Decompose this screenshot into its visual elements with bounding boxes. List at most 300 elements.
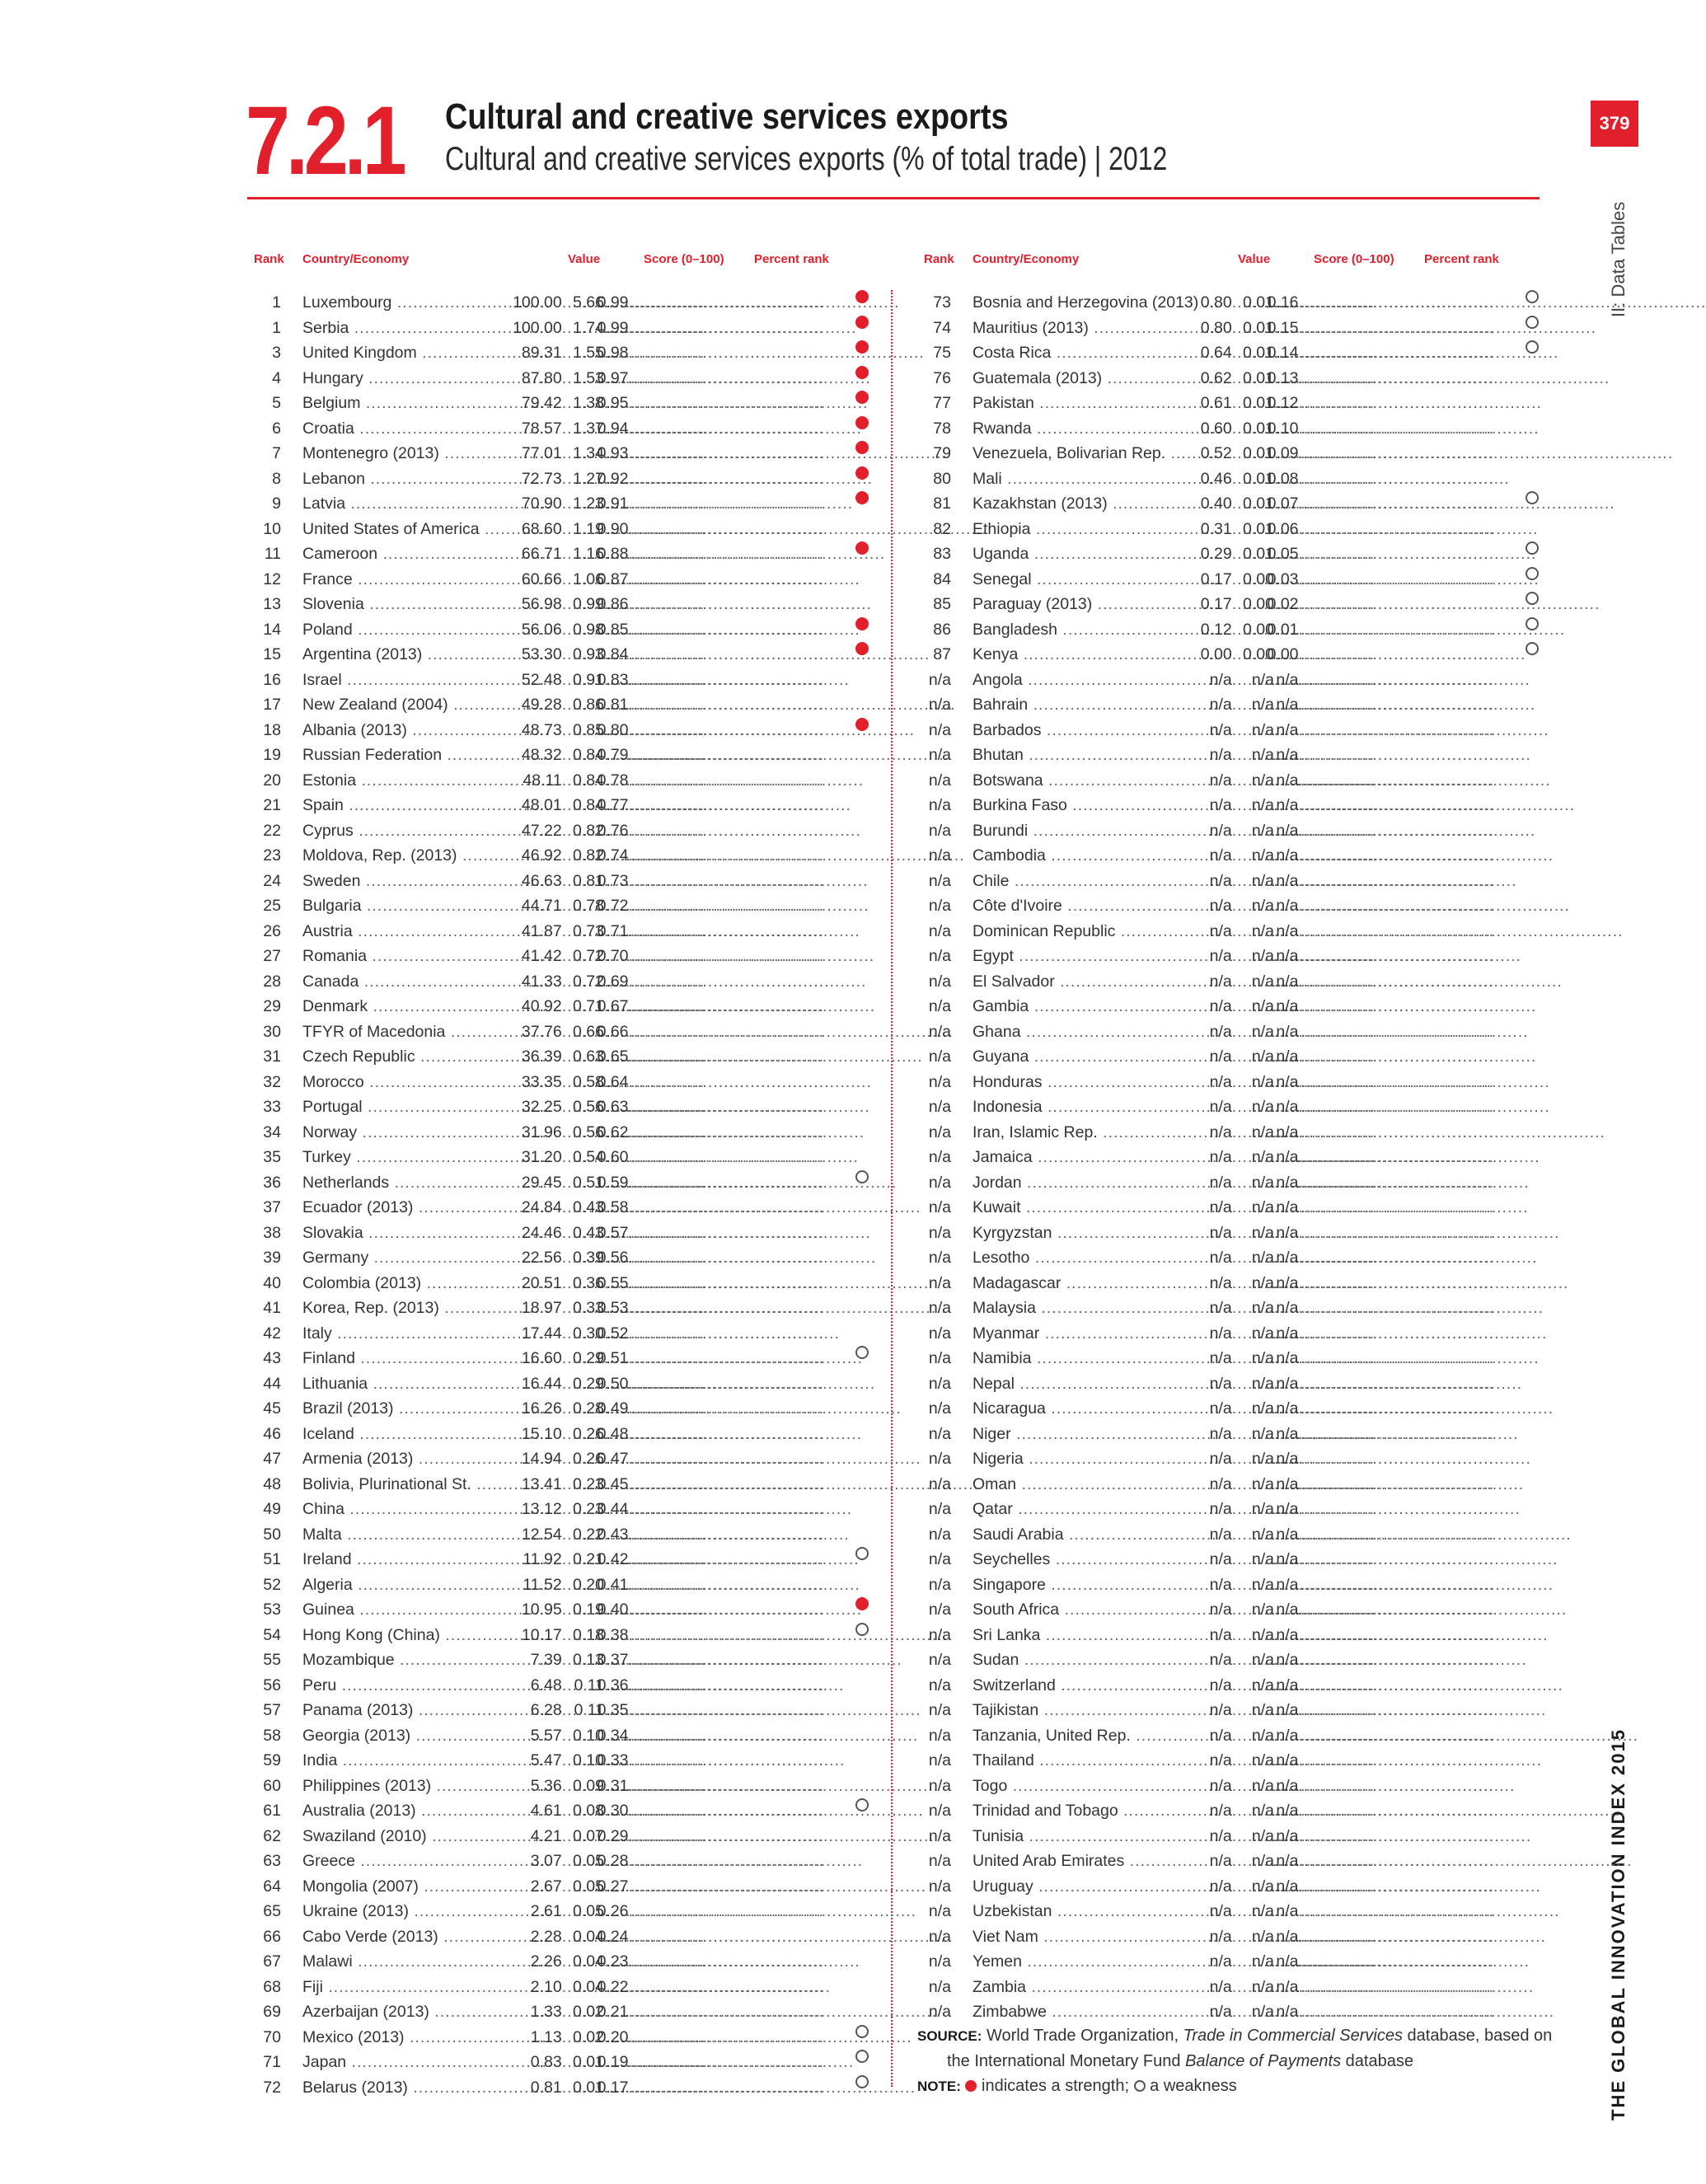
value-cell: n/a [1220, 1371, 1274, 1396]
strength-dot-icon [855, 466, 869, 480]
score-cell: ..... n/a [1272, 743, 1375, 767]
marker-empty [1521, 1396, 1545, 1421]
rank-cell: 74 [933, 318, 951, 337]
table-row [921, 969, 1548, 995]
strength-marker [851, 441, 875, 466]
score-cell: ..... 41.42 [602, 944, 705, 968]
rank-cell: n/a [928, 1575, 951, 1594]
score-cell: ..... 15.10 [602, 1422, 705, 1446]
country-cell: Canada ..... [302, 969, 568, 994]
score-cell: ..... n/a [1272, 1572, 1375, 1597]
percent-rank-cell: ..... 0.47 [705, 1446, 824, 1471]
value-cell: 0.26 [550, 1446, 604, 1471]
rank-cell: 52 [263, 1575, 281, 1594]
percent-rank-cell: ..... n/a [1375, 1572, 1494, 1597]
value-cell: 0.29 [550, 1346, 604, 1371]
value-cell: 0.36 [550, 1271, 604, 1296]
rank-cell: n/a [928, 1625, 951, 1644]
country-cell: Indonesia ..... [973, 1094, 1238, 1119]
table-row [921, 1723, 1548, 1749]
value-cell: 0.23 [550, 1472, 604, 1497]
percent-rank-cell: ..... n/a [1375, 1597, 1494, 1622]
country-cell: Peru ..... [302, 1673, 568, 1698]
marker-empty [851, 1070, 875, 1094]
header-percent-rank: Percent rank [1424, 252, 1499, 266]
percent-rank-cell: ..... 0.71 [705, 919, 824, 944]
legend-note [917, 2074, 1237, 2099]
rank-cell: n/a [928, 670, 951, 689]
value-cell: 0.43 [550, 1195, 604, 1220]
country-cell: Ecuador (2013) ..... [302, 1195, 568, 1220]
score-cell: ..... 0.62 [1272, 366, 1375, 391]
percent-rank-cell: ..... 0.91 [705, 491, 824, 516]
strength-marker [851, 491, 875, 516]
percent-rank-cell: ..... 0.06 [1375, 517, 1494, 541]
country-cell: Mongolia (2007) ..... [302, 1874, 568, 1899]
score-cell: ..... n/a [1272, 1899, 1375, 1924]
rank-cell: 76 [933, 368, 951, 387]
title-rule [247, 197, 1540, 199]
table-row [921, 818, 1548, 844]
percent-rank-cell: ..... 0.59 [705, 1170, 824, 1195]
table-row [921, 692, 1548, 718]
percent-rank-cell: ..... 0.73 [705, 869, 824, 893]
percent-rank-cell: ..... n/a [1375, 692, 1494, 717]
rank-cell: 70 [263, 2027, 281, 2046]
score-cell: ..... 0.17 [1272, 592, 1375, 616]
value-cell: 0.22 [550, 1522, 604, 1547]
rank-cell: n/a [928, 1072, 951, 1091]
marker-empty [851, 1245, 875, 1270]
country-cell: Swaziland (2010) ..... [302, 1824, 568, 1849]
rank-cell: 44 [263, 1374, 281, 1393]
country-cell: Portugal ..... [302, 1094, 568, 1119]
note-strength: indicates a strength; [982, 2077, 1130, 2095]
rank-cell: 28 [263, 972, 281, 991]
score-cell: ..... n/a [1272, 718, 1375, 743]
value-cell: n/a [1220, 1145, 1274, 1169]
value-cell: 0.01 [1220, 366, 1274, 391]
country-cell: Panama (2013) ..... [302, 1698, 568, 1722]
table-row [921, 592, 1548, 617]
percent-rank-cell: ..... 0.44 [705, 1497, 824, 1521]
table-row [251, 793, 878, 818]
marker-empty [851, 1647, 875, 1672]
table-row [251, 290, 878, 316]
value-cell: n/a [1220, 1170, 1274, 1195]
value-cell: 0.05 [550, 1899, 604, 1924]
score-cell: ..... 0.29 [1272, 541, 1375, 566]
percent-rank-cell: ..... n/a [1375, 944, 1494, 968]
percent-rank-cell: ..... n/a [1375, 1999, 1494, 2024]
table-row [251, 1647, 878, 1673]
score-cell: ..... 66.71 [602, 541, 705, 566]
percent-rank-cell: ..... 0.98 [705, 340, 824, 365]
marker-empty [851, 1572, 875, 1597]
rank-cell: n/a [928, 1299, 951, 1317]
percent-rank-cell: ..... 0.29 [705, 1824, 824, 1849]
percent-rank-cell: ..... n/a [1375, 919, 1494, 944]
table-row [921, 567, 1548, 593]
country-cell: Fiji ..... [302, 1975, 568, 1999]
country-cell: Japan ..... [302, 2050, 568, 2074]
marker-empty [1521, 416, 1545, 441]
value-cell: 0.78 [550, 893, 604, 918]
value-cell: n/a [1220, 869, 1274, 893]
marker-empty [1521, 1547, 1545, 1572]
marker-empty [1521, 1094, 1545, 1119]
percent-rank-cell: ..... 0.51 [705, 1346, 824, 1371]
weakness-circle-icon [1526, 541, 1539, 555]
rank-cell: 82 [933, 519, 951, 538]
table-row [251, 441, 878, 466]
score-cell: ..... 0.81 [602, 2075, 705, 2100]
country-cell: Slovakia ..... [302, 1221, 568, 1245]
marker-empty [1521, 1723, 1545, 1748]
percent-rank-cell: ..... 0.33 [705, 1748, 824, 1773]
percent-rank-cell: ..... n/a [1375, 743, 1494, 767]
marker-empty [851, 1698, 875, 1722]
strength-dot-icon [855, 718, 869, 731]
value-cell: n/a [1220, 1396, 1274, 1421]
country-cell: Australia (2013) ..... [302, 1798, 568, 1823]
table-row [251, 692, 878, 718]
rank-cell: 61 [263, 1802, 281, 1820]
rank-cell: n/a [928, 1701, 951, 1719]
percent-rank-cell: ..... n/a [1375, 1371, 1494, 1396]
percent-rank-cell: ..... 0.27 [705, 1874, 824, 1899]
score-cell: ..... n/a [1272, 944, 1375, 968]
table-row [921, 1849, 1548, 1874]
table-row [921, 1975, 1548, 2000]
score-cell: ..... 24.84 [602, 1195, 705, 1220]
source-text-3: the International Monetary Fund [947, 2052, 1181, 2070]
value-cell: n/a [1220, 1597, 1274, 1622]
country-cell: Bahrain ..... [973, 692, 1238, 717]
value-cell: n/a [1220, 1999, 1274, 2024]
score-cell: ..... 13.12 [602, 1497, 705, 1521]
table-row [921, 768, 1548, 794]
country-cell: Jamaica ..... [973, 1145, 1238, 1169]
score-cell: ..... 18.97 [602, 1296, 705, 1320]
score-cell: ..... 7.39 [602, 1647, 705, 1672]
value-cell: n/a [1220, 1824, 1274, 1849]
weakness-circle-icon [1526, 340, 1539, 354]
country-cell: Greece ..... [302, 1849, 568, 1873]
strength-dot-icon [855, 642, 869, 655]
score-cell: ..... 0.52 [1272, 441, 1375, 466]
marker-empty [851, 1497, 875, 1521]
country-cell: Oman ..... [973, 1472, 1238, 1497]
rank-cell: 79 [933, 444, 951, 462]
score-cell: ..... 37.76 [602, 1019, 705, 1044]
rank-cell: n/a [928, 1525, 951, 1544]
marker-empty [1521, 1245, 1545, 1270]
marker-empty [1521, 1924, 1545, 1949]
table-row [251, 1698, 878, 1723]
rank-cell: n/a [928, 1450, 951, 1468]
country-cell: Thailand ..... [973, 1748, 1238, 1773]
marker-empty [1521, 818, 1545, 843]
marker-empty [851, 592, 875, 616]
value-cell: n/a [1220, 818, 1274, 843]
table-row [251, 1446, 878, 1472]
score-cell: ..... 68.60 [602, 517, 705, 541]
table-row [921, 541, 1548, 567]
table-row [921, 743, 1548, 768]
country-cell: Russian Federation ..... [302, 743, 568, 767]
value-cell: 0.10 [550, 1748, 604, 1773]
score-cell: ..... 2.26 [602, 1949, 705, 1974]
rank-cell: 56 [263, 1675, 281, 1694]
percent-rank-cell: ..... 0.13 [1375, 366, 1494, 391]
score-cell: ..... 17.44 [602, 1321, 705, 1346]
country-cell: United States of America ..... [302, 517, 568, 541]
rank-cell: n/a [928, 720, 951, 739]
country-cell: Mauritius (2013) ..... [973, 316, 1238, 340]
value-cell: 0.39 [550, 1245, 604, 1270]
country-cell: Yemen ..... [973, 1949, 1238, 1974]
score-cell: ..... 5.36 [602, 1774, 705, 1798]
marker-empty [851, 1271, 875, 1296]
score-cell: ..... 100.00 [602, 316, 705, 340]
percent-rank-cell: ..... 0.56 [705, 1245, 824, 1270]
country-cell: Rwanda ..... [973, 416, 1238, 441]
score-cell: ..... 16.60 [602, 1346, 705, 1371]
rank-cell: n/a [928, 1877, 951, 1896]
marker-empty [851, 1874, 875, 1899]
score-cell: ..... 47.22 [602, 818, 705, 843]
marker-empty [1521, 994, 1545, 1019]
percent-rank-cell: ..... 0.26 [705, 1899, 824, 1924]
header-value: Value [568, 252, 601, 266]
country-cell: Côte d'Ivoire ..... [973, 893, 1238, 918]
marker-empty [1521, 517, 1545, 541]
value-cell: 0.01 [550, 2050, 604, 2074]
value-cell: 0.98 [550, 617, 604, 642]
strength-dot-icon [965, 2080, 977, 2092]
marker-empty [1521, 944, 1545, 968]
country-cell: Moldova, Rep. (2013) ..... [302, 843, 568, 868]
percent-rank-cell: ..... n/a [1375, 793, 1494, 818]
marker-empty [1521, 1145, 1545, 1169]
value-cell: 0.56 [550, 1120, 604, 1145]
table-row [921, 1824, 1548, 1849]
marker-empty [851, 944, 875, 968]
country-cell: United Kingdom ..... [302, 340, 568, 365]
country-cell: Bulgaria ..... [302, 893, 568, 918]
percent-rank-cell: ..... 0.28 [705, 1849, 824, 1873]
percent-rank-cell: ..... n/a [1375, 1899, 1494, 1924]
weakness-circle-icon [855, 1547, 869, 1560]
rank-cell: 23 [263, 846, 281, 865]
score-cell: ..... 60.66 [602, 567, 705, 592]
rank-cell: n/a [928, 1249, 951, 1267]
value-cell: 0.56 [550, 1094, 604, 1119]
marker-empty [1521, 1346, 1545, 1371]
table-row [251, 1774, 878, 1799]
value-cell: n/a [1220, 718, 1274, 743]
value-cell: 0.00 [1220, 592, 1274, 616]
value-cell: 0.04 [550, 1975, 604, 1999]
country-cell: Trinidad and Tobago ..... [973, 1798, 1238, 1823]
rank-cell: 87 [933, 645, 951, 663]
rank-cell: n/a [928, 1952, 951, 1971]
table-row [251, 2050, 878, 2075]
table-row [921, 1019, 1548, 1045]
value-cell: n/a [1220, 1748, 1274, 1773]
score-cell: ..... n/a [1272, 1396, 1375, 1421]
score-cell: ..... n/a [1272, 1422, 1375, 1446]
score-cell: ..... 0.40 [1272, 491, 1375, 516]
score-cell: ..... 12.54 [602, 1522, 705, 1547]
rank-cell: n/a [928, 897, 951, 915]
value-cell: 0.13 [550, 1647, 604, 1672]
table-row [251, 1271, 878, 1296]
marker-empty [851, 969, 875, 994]
country-cell: Estonia ..... [302, 768, 568, 793]
table-row [921, 1446, 1548, 1472]
header-score: Score (0–100) [644, 252, 724, 266]
strength-marker [851, 1597, 875, 1622]
percent-rank-cell: ..... 0.08 [1375, 466, 1494, 491]
score-cell: ..... 48.11 [602, 768, 705, 793]
rank-cell: 57 [263, 1701, 281, 1719]
rank-cell: 1 [272, 293, 281, 312]
value-cell: n/a [1220, 1723, 1274, 1748]
marker-empty [851, 743, 875, 767]
value-cell: 0.72 [550, 944, 604, 968]
score-cell: ..... n/a [1272, 1346, 1375, 1371]
table-row [921, 642, 1548, 668]
value-cell: 0.28 [550, 1396, 604, 1421]
table-row [921, 617, 1548, 643]
value-cell: 0.01 [1220, 290, 1274, 315]
percent-rank-cell: ..... n/a [1375, 1949, 1494, 1974]
rank-cell: 71 [263, 2053, 281, 2071]
percent-rank-cell: ..... 0.50 [705, 1371, 824, 1396]
rank-cell: 17 [263, 696, 281, 714]
country-cell: Zimbabwe ..... [973, 1999, 1238, 2024]
table-row [921, 1094, 1548, 1120]
side-section-label: II: Data Tables [1608, 201, 1629, 318]
percent-rank-cell: ..... 0.65 [705, 1044, 824, 1069]
value-cell: 0.01 [1220, 441, 1274, 466]
score-cell: ..... n/a [1272, 893, 1375, 918]
rank-cell: 15 [263, 645, 281, 663]
rank-cell: 33 [263, 1098, 281, 1116]
rank-cell: 81 [933, 494, 951, 513]
rank-cell: 47 [263, 1450, 281, 1468]
marker-empty [1521, 743, 1545, 767]
score-cell: ..... 3.07 [602, 1849, 705, 1873]
country-cell: Philippines (2013) ..... [302, 1774, 568, 1798]
percent-rank-cell: ..... n/a [1375, 1698, 1494, 1722]
country-cell: Germany ..... [302, 1245, 568, 1270]
rank-cell: 31 [263, 1047, 281, 1066]
percent-rank-cell: ..... n/a [1375, 1975, 1494, 1999]
country-cell: Senegal ..... [973, 567, 1238, 592]
source-text-4: database [1345, 2052, 1413, 2070]
rank-cell: 29 [263, 997, 281, 1015]
percent-rank-cell: ..... 0.49 [705, 1396, 824, 1421]
marker-empty [851, 843, 875, 868]
country-cell: Lithuania ..... [302, 1371, 568, 1396]
marker-empty [851, 668, 875, 692]
score-cell: ..... 10.95 [602, 1597, 705, 1622]
table-row [251, 541, 878, 567]
rank-cell: 24 [263, 871, 281, 890]
value-cell: 1.23 [550, 491, 604, 516]
rank-cell: n/a [928, 997, 951, 1015]
value-cell: 0.51 [550, 1170, 604, 1195]
marker-empty [1521, 391, 1545, 415]
weakness-marker [1521, 491, 1545, 516]
percent-rank-cell: ..... n/a [1375, 1798, 1494, 1823]
score-cell: ..... n/a [1272, 1221, 1375, 1245]
rank-cell: 85 [933, 595, 951, 613]
marker-empty [851, 1145, 875, 1169]
header-score: Score (0–100) [1314, 252, 1394, 266]
marker-empty [1521, 1572, 1545, 1597]
value-cell: 0.43 [550, 1221, 604, 1245]
table-row [251, 617, 878, 643]
country-cell: Georgia (2013) ..... [302, 1723, 568, 1748]
table-row [251, 743, 878, 768]
percent-rank-cell: ..... 0.12 [1375, 391, 1494, 415]
score-cell: ..... 14.94 [602, 1446, 705, 1471]
header-value: Value [1238, 252, 1271, 266]
rank-cell: n/a [928, 1122, 951, 1141]
marker-empty [851, 1044, 875, 1069]
ranking-table-right [921, 252, 1548, 2025]
table-row [921, 1698, 1548, 1723]
percent-rank-cell: ..... n/a [1375, 1472, 1494, 1497]
rank-cell: 49 [263, 1500, 281, 1518]
rank-cell: 65 [263, 1902, 281, 1920]
weakness-circle-icon [855, 1623, 869, 1636]
value-cell: 0.93 [550, 642, 604, 667]
rank-cell: 63 [263, 1852, 281, 1870]
table-row [251, 919, 878, 944]
value-cell: n/a [1220, 1321, 1274, 1346]
value-cell: n/a [1220, 969, 1274, 994]
marker-empty [851, 1723, 875, 1748]
table-row [921, 1221, 1548, 1246]
country-cell: Luxembourg ..... [302, 290, 568, 315]
table-row [251, 1371, 878, 1397]
marker-empty [1521, 1698, 1545, 1722]
value-cell: n/a [1220, 1547, 1274, 1572]
weakness-circle-icon [855, 1798, 869, 1811]
score-cell: ..... n/a [1272, 1044, 1375, 1069]
rank-cell: 30 [263, 1022, 281, 1041]
percent-rank-cell: ..... 0.79 [705, 743, 824, 767]
country-cell: Armenia (2013) ..... [302, 1446, 568, 1471]
score-cell: ..... 36.39 [602, 1044, 705, 1069]
percent-rank-cell: ..... 0.72 [705, 893, 824, 918]
strength-marker [851, 391, 875, 415]
strength-marker [851, 290, 875, 315]
country-cell: El Salvador ..... [973, 969, 1238, 994]
value-cell: 0.11 [550, 1698, 604, 1722]
score-cell: ..... n/a [1272, 692, 1375, 717]
country-cell: Belgium ..... [302, 391, 568, 415]
value-cell: 0.84 [550, 793, 604, 818]
value-cell: n/a [1220, 1019, 1274, 1044]
rank-cell: n/a [928, 1802, 951, 1820]
country-cell: Belarus (2013) ..... [302, 2075, 568, 2100]
